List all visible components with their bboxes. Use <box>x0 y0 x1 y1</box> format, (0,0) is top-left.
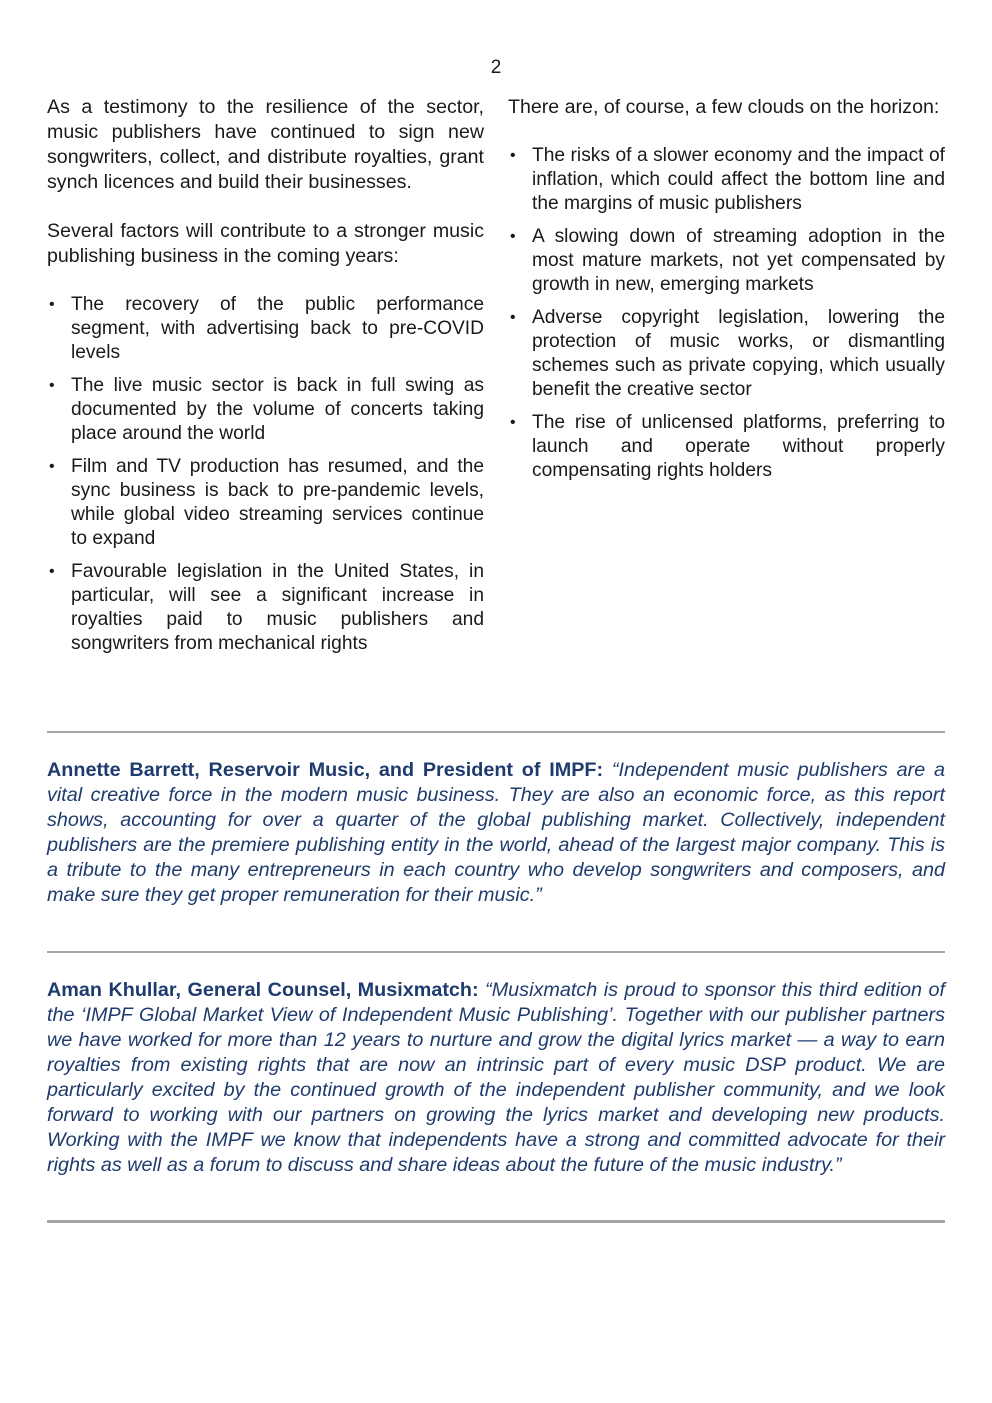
bullet-icon: • <box>49 377 55 394</box>
list-item: • The risks of a slower economy and the impact of inflation, which could affect the bottom line and the margins of music publishers <box>510 145 945 214</box>
quote-text: “Musixmatch is proud to sponsor this third edition of the ‘IMPF Global Market View of Independent Music Publishing’. Together with our publisher partners we have worked for more than 12 years to nurture and grow the digital lyrics market — a way to earn royalties from existing rights that are now an intrinsic part of every music DSP product. We are particularly excited by the continued growth of the independent publisher community, and we look forward to working with our partners on growing the lyrics market and developing new products. Working with the IMPF we know that independents have a strong and committed advocate for their rights as well as a forum to discuss and share ideas about the future of the music industry.” <box>47 979 945 1176</box>
bullet-icon: • <box>49 296 55 313</box>
divider <box>47 731 945 733</box>
list-item: • The recovery of the public performance segment, with advertising back to pre-COVID levels <box>49 294 484 363</box>
list-item: • Favourable legislation in the United States, in particular, will see a significant increase in royalties paid to music publishers and songwriters from mechanical rights <box>49 561 484 654</box>
list-item: • The live music sector is back in full swing as documented by the volume of concerts taking place around the world <box>49 375 484 444</box>
quote-speaker: Annette Barrett, Reservoir Music, and President of IMPF: <box>47 759 604 781</box>
list-item: • Film and TV production has resumed, and the sync business is back to pre-pandemic levels, while global video streaming services continue to expand <box>49 456 484 549</box>
left-paragraph-2: Several factors will contribute to a stronger music publishing business in the coming years: <box>47 220 484 267</box>
bullet-icon: • <box>49 458 55 475</box>
left-bullet-list <box>47 293 484 656</box>
left-column <box>47 95 484 665</box>
list-item: • Adverse copyright legislation, lowering the protection of music works, or dismantling schemes such as private copying, which usually benefit the creative sector <box>510 307 945 400</box>
quote-text: “Independent music publishers are a vital creative force in the modern music business. They are also an economic force, as this report shows, accounting for over a quarter of the global publishing market. Collectively, independent publishers are the premiere publishing entity in the world, ahead of the largest major company. This is a tribute to the many entrepreneurs in each country who develop songwriters and composers, and make sure they get proper remuneration for their music.” <box>47 759 945 906</box>
bullet-icon: • <box>510 309 516 326</box>
quote-khullar <box>47 978 945 1178</box>
bullet-icon: • <box>49 563 55 580</box>
page-number: 2 <box>490 57 502 78</box>
quote-speaker: Aman Khullar, General Counsel, Musixmatch: <box>47 979 479 1001</box>
right-paragraph-1: There are, of course, a few clouds on the horizon: <box>508 96 940 118</box>
bullet-icon: • <box>510 147 516 164</box>
list-item: • A slowing down of streaming adoption in the most mature markets, not yet compensated by growth in new, emerging markets <box>510 226 945 295</box>
right-bullet-list <box>508 144 945 483</box>
divider <box>47 951 945 953</box>
list-item: • The rise of unlicensed platforms, preferring to launch and operate without properly compensating rights holders <box>510 412 945 481</box>
bullet-icon: • <box>510 228 516 245</box>
divider <box>47 1220 945 1223</box>
bullet-icon: • <box>510 414 516 431</box>
left-paragraph-1: As a testimony to the resilience of the sector, music publishers have continued to sign new songwriters, collect, and distribute royalties, grant synch licences and build their businesses. <box>47 96 484 193</box>
right-column <box>508 95 945 492</box>
quote-barrett <box>47 758 945 908</box>
